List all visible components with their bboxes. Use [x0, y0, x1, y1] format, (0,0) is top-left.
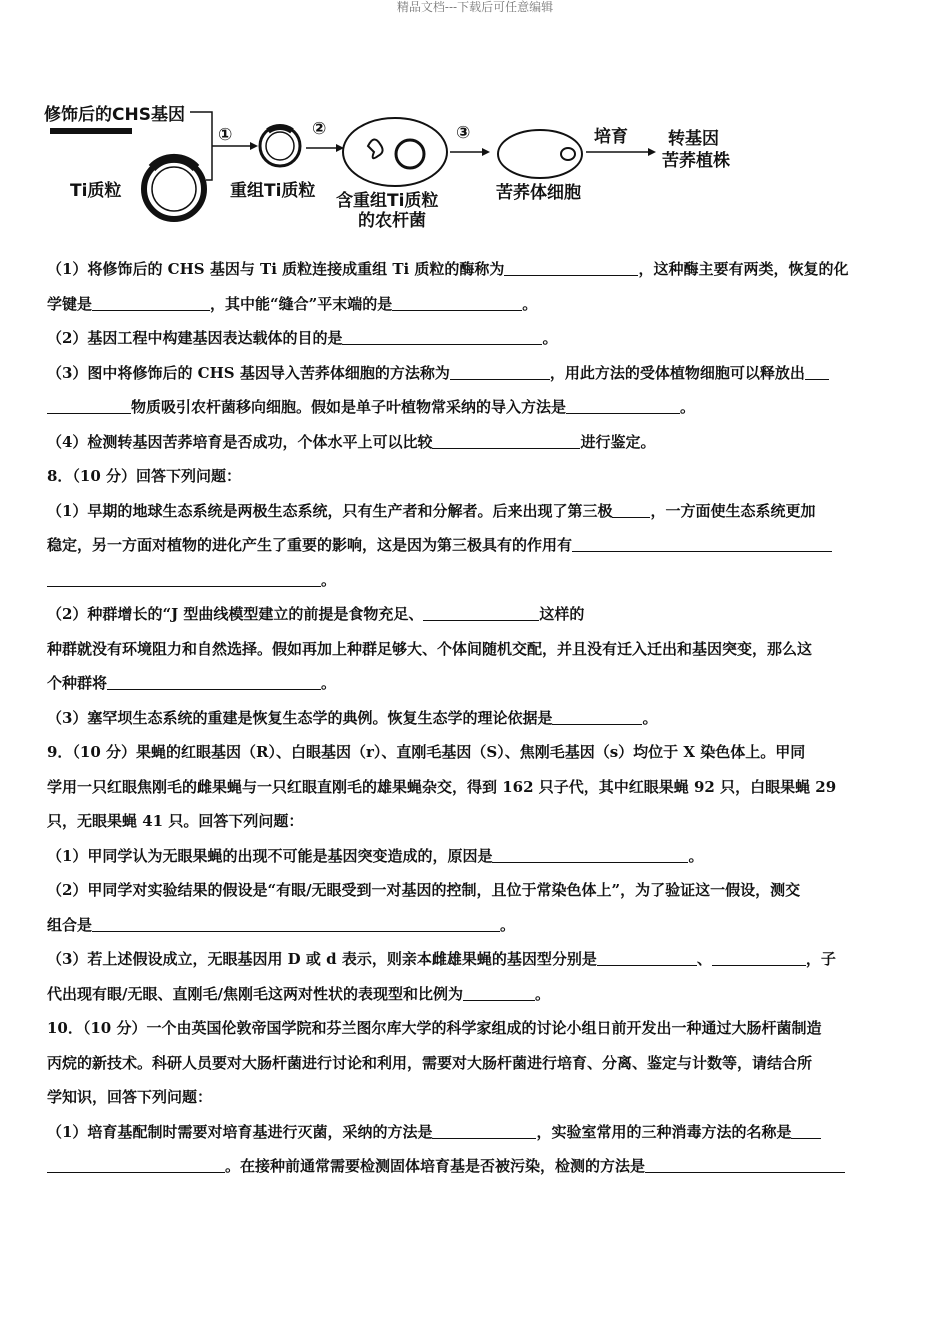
answer-blank[interactable]	[342, 328, 542, 345]
answer-blank[interactable]	[463, 984, 535, 1001]
agro-label-2: 的农杆菌	[358, 211, 426, 231]
q7-part1-line1: （1）将修饰后的 CHS 基因与 Ti 质粒连接成重组 Ti 质粒的酶称为 ，这种酶主要有两类，恢复的化	[47, 260, 849, 278]
q7-part2: （2）基因工程中构建基因表达载体的目的是 。	[47, 329, 558, 347]
q8-part2-line2: 种群就没有环境阻力和自然选择。假如再加上种群足够大、个体间随机交配，并且没有迁入迁出和基因突变，那么这	[47, 639, 813, 658]
q9-title-line3: 只，无眼果蝇 41 只。回答下列问题：	[47, 812, 304, 830]
answer-blank[interactable]	[566, 397, 680, 414]
q9-part2-line1: （2）甲同学对实验结果的假设是“有眼/无眼受到一对基因的控制，且位于常染色体上”，为了验证这一假设，测交	[47, 881, 801, 899]
q9-part3-line1: （3）若上述假设成立，无眼基因用 D 或 d 表示，则亲本雌雄果蝇的基因型分别是 、 ，子	[47, 950, 836, 968]
gene-segment	[50, 128, 132, 134]
step-3-label: ③	[456, 123, 471, 143]
plant-label-2: 苦荞植株	[662, 151, 730, 171]
q8-title: 8．（10 分）回答下列问题：	[47, 467, 242, 485]
answer-blank[interactable]	[47, 1156, 225, 1173]
answer-blank[interactable]	[645, 1156, 845, 1173]
q9-title-line1: 9．（10 分）果蝇的红眼基因（R）、白眼基因（r）、直刚毛基因（S）、焦刚毛基因（s）均位于 X 染色体上。甲同	[47, 743, 806, 761]
q10-title-line1: 10．（10 分）一个由英国伦敦帝国学院和芬兰图尔库大学的科学家组成的讨论小组日前开发出一种通过大肠杆菌制造	[47, 1019, 822, 1037]
q10-part1-line2: 。在接种前通常需要检测固体培育基是否被污染，检测的方法是	[47, 1149, 905, 1184]
q7-part4: （4）检测转基因苦荞培育是否成功，个体水平上可以比较 进行鉴定。	[47, 432, 656, 451]
recombinant-label: 重组Ti质粒	[230, 181, 316, 201]
q8-part2-line1: （2）种群增长的“J 型曲线模型建立的前提是食物充足、 这样的	[47, 605, 585, 623]
q8-part1-line1: （1）早期的地球生态系统是两极生态系统，只有生产者和分解者。后来出现了第三极 ，一方面使生态系统更加	[47, 501, 816, 520]
answer-blank[interactable]	[92, 915, 500, 932]
answer-blank[interactable]	[791, 1122, 821, 1139]
q9-part3-line2: 代出现有眼/无眼、直刚毛/焦刚毛这两对性状的表现型和比例为 。	[47, 984, 550, 1003]
gene-label: 修饰后的CHS基因	[44, 105, 185, 125]
answer-blank[interactable]	[504, 259, 638, 276]
question-content	[47, 252, 905, 1184]
answer-blank[interactable]	[47, 570, 321, 587]
q8-part1-line2: 稳定，另一方面对植物的进化产生了重要的影响，这是因为第三极具有的作用有	[47, 528, 905, 563]
q10-part1-line1: （1）培育基配制时需要对培育基进行灭菌，采纳的方法是 ，实验室常用的三种消毒方法的名称是	[47, 1115, 905, 1150]
plant-label-1: 转基因	[668, 129, 719, 149]
arrow-1-icon	[250, 142, 258, 150]
plant-cell-icon	[498, 130, 582, 178]
answer-blank[interactable]	[392, 294, 522, 311]
answer-blank[interactable]	[92, 294, 210, 311]
q7-part3-line1: （3）图中将修饰后的 CHS 基因导入苦荞体细胞的方法称为 ，用此方法的受体植物细胞可以释放出	[47, 356, 905, 391]
cell-label: 苦荞体细胞	[496, 183, 581, 203]
page-header: 精品文档---下载后可任意编辑	[396, 0, 554, 14]
q9-part1: （1）甲同学认为无眼果蝇的出现不可能是基因突变造成的，原因是 。	[47, 846, 704, 865]
answer-blank[interactable]	[572, 535, 832, 552]
step-1-label: ①	[218, 125, 233, 145]
q9-title-line2: 学用一只红眼焦刚毛的雌果蝇与一只红眼直刚毛的雄果蝇杂交，得到 162 只子代，其中红眼果蝇 92 只，白眼果蝇 29	[47, 777, 837, 796]
q7-part3-line2: 物质吸引农杆菌移向细胞。假如是单子叶植物常采纳的导入方法是 。	[47, 390, 905, 425]
answer-blank[interactable]	[712, 949, 806, 966]
ti-plasmid-transformation-diagram	[40, 96, 740, 236]
answer-blank[interactable]	[612, 501, 650, 518]
q8-part2-line3: 个种群将 。	[47, 674, 337, 692]
answer-blank[interactable]	[597, 949, 697, 966]
plasmid-label: Ti质粒	[70, 181, 122, 201]
arrow-3-icon	[482, 148, 490, 156]
q8-part1-line3: 。	[47, 563, 905, 598]
answer-blank[interactable]	[492, 846, 688, 863]
answer-blank[interactable]	[423, 604, 539, 621]
step-2-label: ②	[312, 119, 327, 139]
q10-title-line3: 学知识，回答下列问题：	[47, 1088, 213, 1106]
q7-part1-line2: 学键是 ，其中能“缝合”平末端的是 。	[47, 294, 538, 313]
arrow-4-icon	[648, 148, 656, 156]
q10-title-line2: 丙烷的新技术。科研人员要对大肠杆菌进行讨论和利用，需要对大肠杆菌进行培育、分离、鉴定与计数等，请结合所	[47, 1053, 813, 1072]
answer-blank[interactable]	[47, 397, 131, 414]
answer-blank[interactable]	[432, 1122, 536, 1139]
agro-label-1: 含重组Ti质粒	[336, 191, 439, 211]
culture-label: 培育	[594, 127, 628, 147]
answer-blank[interactable]	[450, 363, 550, 380]
answer-blank[interactable]	[107, 673, 321, 690]
answer-blank[interactable]	[805, 363, 829, 380]
q8-part3: （3）塞罕坝生态系统的重建是恢复生态学的典例。恢复生态学的理论依据是 。	[47, 708, 658, 727]
answer-blank[interactable]	[552, 708, 642, 725]
answer-blank[interactable]	[432, 432, 580, 449]
q9-part2-line2: 组合是 。	[47, 915, 516, 934]
